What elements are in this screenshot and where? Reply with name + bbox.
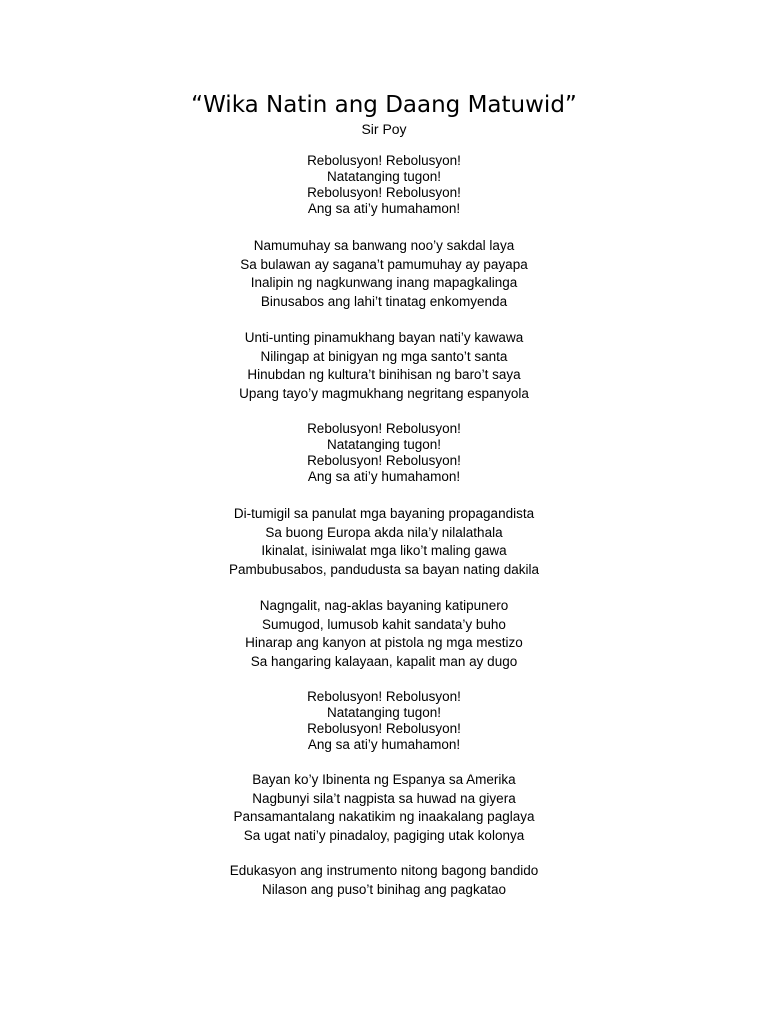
poem-line: Pansamantalang nakatikim ng inaakalang paglaya <box>233 809 535 824</box>
poem-line: Sumugod, lumusob kahit sandata’y buho <box>262 616 506 632</box>
poem-line: Ang sa ati’y humahamon! <box>307 201 461 216</box>
poem-line: Rebolusyon! Rebolusyon! <box>307 153 461 168</box>
poem-line: Sa hangaring kalayaan, kapalit man ay dugo <box>250 653 518 669</box>
poem-line: Nilingap at binigyan ng mga santo’t santa <box>260 348 508 364</box>
poem-line: Nagngalit, nag-aklas bayaning katipunero <box>259 598 509 613</box>
chorus-stanza <box>0 153 768 217</box>
poem-line: Ikinalat, isiniwalat mga liko’t maling gawa <box>261 543 507 558</box>
poem-line: Pambubusabos, pandudusta sa bayan nating dakila <box>229 561 539 577</box>
poem-line: Namumuhay sa banwang noo’y sakdal laya <box>253 238 515 253</box>
poem-line: Upang tayo’y magmukhang negritang espanyola <box>239 385 529 401</box>
verse-stanza <box>0 237 768 311</box>
poem-line: Sa ugat nati’y pinadaloy, pagiging utak kolonya <box>243 827 525 843</box>
verse-stanza <box>0 771 768 845</box>
poem-author: Sir Poy <box>361 121 407 137</box>
poem-line: Binusabos ang lahi’t tinatag enkomyenda <box>260 293 508 309</box>
poem-line: Di-tumigil sa panulat mga bayaning propagandista <box>233 506 535 521</box>
poem-line: Nagbunyi sila’t nagpista sa huwad na giyera <box>252 790 516 806</box>
poem-line: Sa buong Europa akda nila’y nilalathala <box>265 524 503 540</box>
poem-line: Hinubdan ng kultura’t binihisan ng baro’t saya <box>247 367 521 382</box>
verse-stanza <box>0 329 768 403</box>
verse-stanza <box>0 862 768 899</box>
poem-line: Sa bulawan ay sagana’t pamumuhay ay payapa <box>240 256 528 272</box>
poem-line: Ang sa ati’y humahamon! <box>307 469 461 484</box>
verse-stanza <box>0 597 768 671</box>
poem-line: Ang sa ati’y humahamon! <box>307 737 461 752</box>
poem-line: Natatanging tugon! <box>326 169 442 184</box>
poem-line: Rebolusyon! Rebolusyon! <box>307 421 461 436</box>
poem-line: Natatanging tugon! <box>326 437 442 452</box>
poem-line: Natatanging tugon! <box>326 705 442 720</box>
chorus-stanza <box>0 689 768 753</box>
poem-line: Edukasyon ang instrumento nitong bagong bandido <box>229 863 539 878</box>
poem-line: Rebolusyon! Rebolusyon! <box>307 453 461 468</box>
poem-line: Inalipin ng nagkunwang inang mapagkalinga <box>250 275 518 290</box>
poem-line: Rebolusyon! Rebolusyon! <box>307 721 461 736</box>
poem-line: Rebolusyon! Rebolusyon! <box>307 185 461 200</box>
chorus-stanza <box>0 421 768 485</box>
poem-line: Rebolusyon! Rebolusyon! <box>307 689 461 704</box>
poem-line: Nilason ang puso’t binihag ang pagkatao <box>262 881 506 897</box>
verse-stanza <box>0 505 768 579</box>
poem-title: “Wika Natin ang Daang Matuwid” <box>191 92 577 118</box>
poem-line: Hinarap ang kanyon at pistola ng mga mestizo <box>245 635 523 650</box>
poem-line: Bayan ko’y Ibinenta ng Espanya sa Amerika <box>252 772 516 787</box>
poem-line: Unti-unting pinamukhang bayan nati’y kawawa <box>244 330 524 345</box>
